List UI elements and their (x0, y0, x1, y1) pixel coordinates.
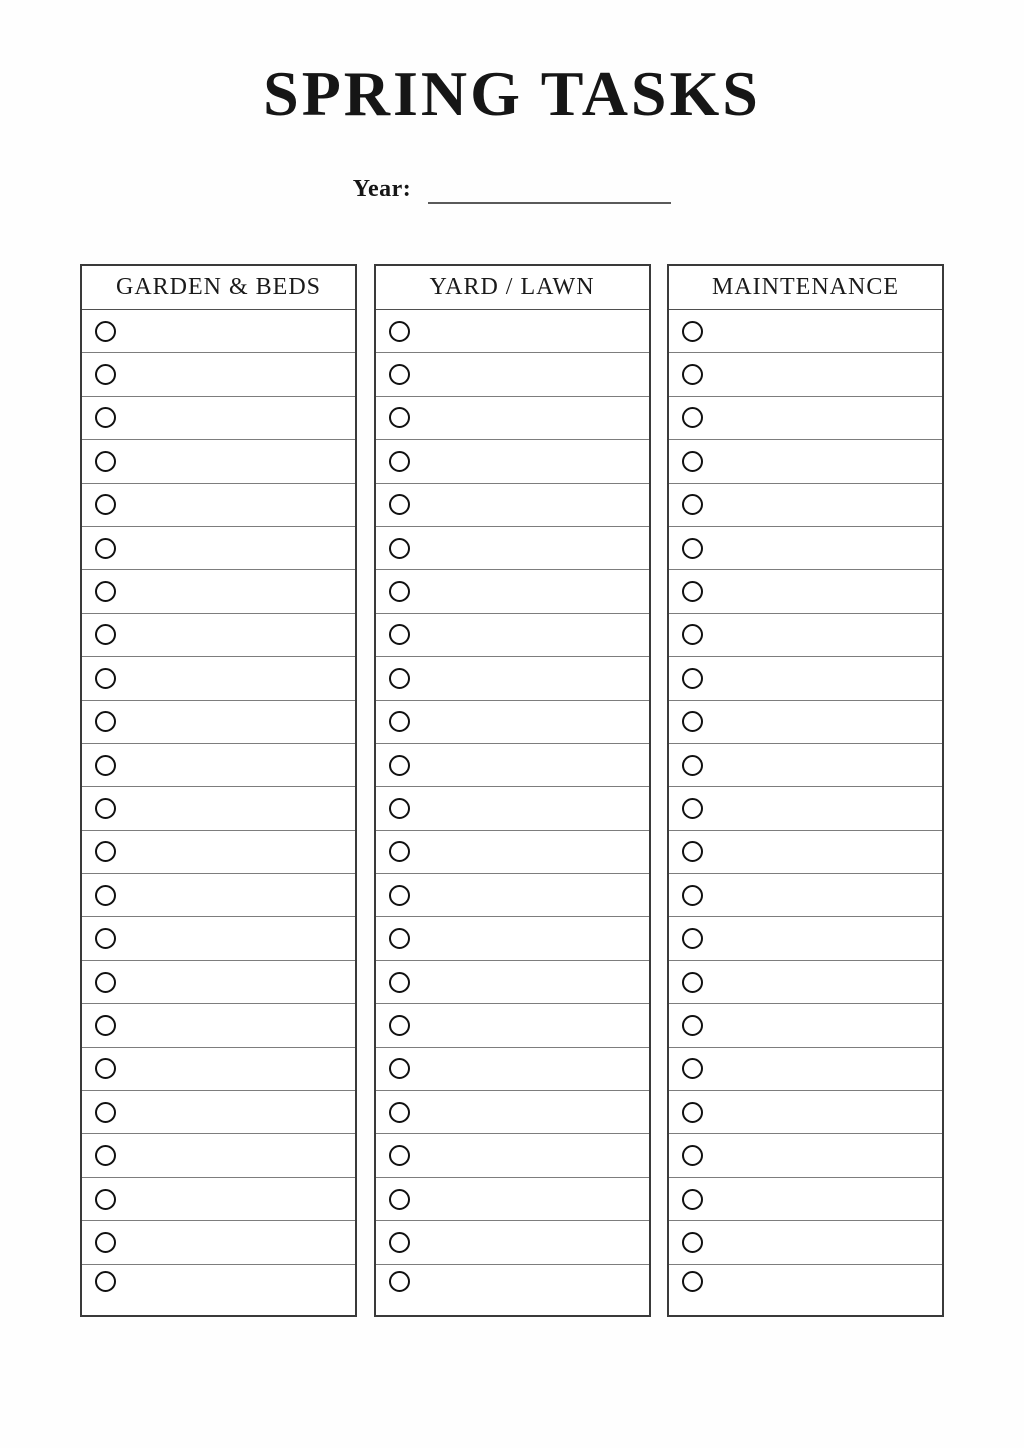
task-row (669, 353, 942, 396)
task-text-area[interactable] (116, 570, 355, 612)
task-columns (80, 264, 944, 1317)
task-row (669, 1091, 942, 1134)
circle-outline-icon[interactable] (389, 668, 410, 689)
task-row (376, 397, 649, 440)
task-column-yard-lawn (374, 264, 651, 1317)
task-row (376, 1134, 649, 1177)
task-text-area[interactable] (703, 961, 942, 1003)
circle-outline-icon[interactable] (682, 928, 703, 949)
task-row (82, 1265, 355, 1315)
task-text-area[interactable] (116, 961, 355, 1003)
circle-outline-icon[interactable] (389, 581, 410, 602)
task-row (82, 1004, 355, 1047)
task-text-area[interactable] (116, 1271, 355, 1315)
circle-outline-icon[interactable] (682, 755, 703, 776)
circle-outline-icon[interactable] (389, 972, 410, 993)
circle-outline-icon[interactable] (389, 451, 410, 472)
circle-outline-icon[interactable] (682, 1145, 703, 1166)
circle-outline-icon[interactable] (389, 755, 410, 776)
task-text-area[interactable] (703, 1221, 942, 1263)
circle-outline-icon[interactable] (389, 1232, 410, 1253)
task-text-area[interactable] (703, 744, 942, 786)
circle-outline-icon[interactable] (682, 364, 703, 385)
task-row (82, 397, 355, 440)
circle-outline-icon[interactable] (389, 321, 410, 342)
circle-outline-icon[interactable] (682, 1271, 703, 1292)
task-row (82, 701, 355, 744)
task-text-area[interactable] (116, 1048, 355, 1090)
task-text-area[interactable] (703, 527, 942, 569)
circle-outline-icon[interactable] (95, 711, 116, 732)
circle-outline-icon[interactable] (389, 928, 410, 949)
task-text-area[interactable] (116, 484, 355, 526)
circle-outline-icon[interactable] (389, 885, 410, 906)
task-row (376, 787, 649, 830)
task-text-area[interactable] (703, 701, 942, 743)
task-row (376, 744, 649, 787)
task-row (82, 874, 355, 917)
circle-outline-icon[interactable] (389, 407, 410, 428)
year-label: Year: (352, 176, 412, 202)
circle-outline-icon[interactable] (95, 364, 116, 385)
task-text-area[interactable] (703, 1134, 942, 1176)
circle-outline-icon[interactable] (95, 798, 116, 819)
circle-outline-icon[interactable] (682, 1102, 703, 1123)
circle-outline-icon[interactable] (682, 885, 703, 906)
task-text-area[interactable] (410, 874, 649, 916)
task-text-area[interactable] (703, 614, 942, 656)
task-row (82, 744, 355, 787)
task-row (669, 440, 942, 483)
task-row (376, 701, 649, 744)
task-row (376, 1265, 649, 1315)
task-text-area[interactable] (703, 787, 942, 829)
task-row (82, 831, 355, 874)
task-text-area[interactable] (703, 1271, 942, 1315)
task-row (376, 614, 649, 657)
task-text-area[interactable] (116, 527, 355, 569)
task-text-area[interactable] (703, 657, 942, 699)
task-text-area[interactable] (410, 1271, 649, 1315)
circle-outline-icon[interactable] (95, 885, 116, 906)
task-text-area[interactable] (410, 1134, 649, 1176)
column-header-yard-lawn: YARD / LAWN (376, 266, 649, 310)
circle-outline-icon[interactable] (95, 1189, 116, 1210)
circle-outline-icon[interactable] (95, 407, 116, 428)
circle-outline-icon[interactable] (95, 755, 116, 776)
task-text-area[interactable] (410, 1178, 649, 1220)
task-text-area[interactable] (116, 614, 355, 656)
year-input-line[interactable] (428, 176, 671, 204)
task-text-area[interactable] (116, 787, 355, 829)
task-text-area[interactable] (116, 1091, 355, 1133)
circle-outline-icon[interactable] (682, 1058, 703, 1079)
task-row (376, 1221, 649, 1264)
task-row (82, 1221, 355, 1264)
circle-outline-icon[interactable] (95, 451, 116, 472)
circle-outline-icon[interactable] (95, 928, 116, 949)
task-text-area[interactable] (116, 657, 355, 699)
task-row (82, 917, 355, 960)
task-text-area[interactable] (703, 484, 942, 526)
task-row (376, 310, 649, 353)
circle-outline-icon[interactable] (389, 1271, 410, 1292)
task-row (82, 1134, 355, 1177)
circle-outline-icon[interactable] (682, 1189, 703, 1210)
task-row (82, 657, 355, 700)
task-text-area[interactable] (116, 1134, 355, 1176)
task-row (376, 484, 649, 527)
year-row (0, 172, 1024, 204)
task-row (376, 874, 649, 917)
circle-outline-icon[interactable] (95, 1145, 116, 1166)
circle-outline-icon[interactable] (682, 1232, 703, 1253)
task-row (376, 440, 649, 483)
task-text-area[interactable] (116, 917, 355, 959)
task-row (376, 1004, 649, 1047)
task-text-area[interactable] (410, 310, 649, 352)
task-row (376, 527, 649, 570)
task-text-area[interactable] (703, 440, 942, 482)
circle-outline-icon[interactable] (682, 711, 703, 732)
task-row (82, 310, 355, 353)
task-row (82, 961, 355, 1004)
task-text-area[interactable] (410, 440, 649, 482)
task-text-area[interactable] (410, 353, 649, 395)
task-column-garden-beds (80, 264, 357, 1317)
task-row (82, 440, 355, 483)
circle-outline-icon[interactable] (389, 711, 410, 732)
task-text-area[interactable] (703, 831, 942, 873)
task-text-area[interactable] (410, 570, 649, 612)
task-text-area[interactable] (410, 1048, 649, 1090)
task-row (669, 961, 942, 1004)
circle-outline-icon[interactable] (682, 668, 703, 689)
task-row (669, 917, 942, 960)
task-text-area[interactable] (116, 701, 355, 743)
task-text-area[interactable] (703, 1091, 942, 1133)
circle-outline-icon[interactable] (95, 581, 116, 602)
circle-outline-icon[interactable] (682, 798, 703, 819)
task-text-area[interactable] (116, 744, 355, 786)
task-row (82, 787, 355, 830)
task-row (669, 397, 942, 440)
task-row (82, 614, 355, 657)
task-row (669, 614, 942, 657)
circle-outline-icon[interactable] (682, 972, 703, 993)
task-text-area[interactable] (410, 1004, 649, 1046)
circle-outline-icon[interactable] (682, 494, 703, 515)
circle-outline-icon[interactable] (682, 841, 703, 862)
task-text-area[interactable] (703, 1178, 942, 1220)
task-text-area[interactable] (703, 353, 942, 395)
task-row (669, 570, 942, 613)
task-row (82, 353, 355, 396)
task-text-area[interactable] (410, 787, 649, 829)
circle-outline-icon[interactable] (389, 364, 410, 385)
task-text-area[interactable] (116, 1004, 355, 1046)
task-text-area[interactable] (116, 874, 355, 916)
task-row (669, 831, 942, 874)
circle-outline-icon[interactable] (389, 494, 410, 515)
task-row (82, 1091, 355, 1134)
task-text-area[interactable] (116, 310, 355, 352)
task-text-area[interactable] (410, 657, 649, 699)
task-text-area[interactable] (410, 527, 649, 569)
task-row (376, 657, 649, 700)
circle-outline-icon[interactable] (682, 581, 703, 602)
task-text-area[interactable] (410, 744, 649, 786)
task-row (376, 961, 649, 1004)
task-row (669, 1048, 942, 1091)
column-header-maintenance: MAINTENANCE (669, 266, 942, 310)
task-row (669, 787, 942, 830)
circle-outline-icon[interactable] (95, 321, 116, 342)
task-row (376, 917, 649, 960)
task-text-area[interactable] (410, 397, 649, 439)
circle-outline-icon[interactable] (682, 407, 703, 428)
circle-outline-icon[interactable] (682, 538, 703, 559)
column-header-garden-beds: GARDEN & BEDS (82, 266, 355, 310)
task-text-area[interactable] (410, 961, 649, 1003)
circle-outline-icon[interactable] (389, 841, 410, 862)
circle-outline-icon[interactable] (389, 1058, 410, 1079)
circle-outline-icon[interactable] (95, 1232, 116, 1253)
task-text-area[interactable] (116, 397, 355, 439)
task-row (669, 484, 942, 527)
task-row (669, 701, 942, 744)
task-text-area[interactable] (410, 1091, 649, 1133)
task-text-area[interactable] (703, 1048, 942, 1090)
task-text-area[interactable] (116, 353, 355, 395)
task-column-maintenance (667, 264, 944, 1317)
task-row (669, 310, 942, 353)
task-row (669, 527, 942, 570)
circle-outline-icon[interactable] (95, 494, 116, 515)
circle-outline-icon[interactable] (95, 841, 116, 862)
task-row (82, 570, 355, 613)
task-row (669, 1265, 942, 1315)
circle-outline-icon[interactable] (682, 624, 703, 645)
task-text-area[interactable] (703, 1004, 942, 1046)
task-text-area[interactable] (703, 310, 942, 352)
circle-outline-icon[interactable] (389, 1189, 410, 1210)
task-row (669, 657, 942, 700)
task-text-area[interactable] (410, 917, 649, 959)
task-text-area[interactable] (410, 614, 649, 656)
task-row (669, 1004, 942, 1047)
task-row (82, 1048, 355, 1091)
task-row (376, 353, 649, 396)
task-row (82, 1178, 355, 1221)
task-text-area[interactable] (410, 484, 649, 526)
task-text-area[interactable] (410, 831, 649, 873)
task-row (669, 744, 942, 787)
task-row (669, 1221, 942, 1264)
task-row (376, 570, 649, 613)
task-text-area[interactable] (703, 874, 942, 916)
task-row (82, 484, 355, 527)
circle-outline-icon[interactable] (95, 624, 116, 645)
circle-outline-icon[interactable] (682, 321, 703, 342)
circle-outline-icon[interactable] (682, 451, 703, 472)
task-text-area[interactable] (410, 1221, 649, 1263)
task-text-area[interactable] (116, 1221, 355, 1263)
task-row (376, 1178, 649, 1221)
task-text-area[interactable] (703, 570, 942, 612)
task-row (669, 874, 942, 917)
circle-outline-icon[interactable] (389, 798, 410, 819)
page-title: SPRING TASKS (263, 58, 761, 129)
circle-outline-icon[interactable] (95, 1102, 116, 1123)
task-text-area[interactable] (116, 1178, 355, 1220)
circle-outline-icon[interactable] (95, 1058, 116, 1079)
task-text-area[interactable] (410, 701, 649, 743)
circle-outline-icon[interactable] (95, 668, 116, 689)
circle-outline-icon[interactable] (389, 1015, 410, 1036)
circle-outline-icon[interactable] (389, 538, 410, 559)
circle-outline-icon[interactable] (682, 1015, 703, 1036)
task-text-area[interactable] (703, 397, 942, 439)
task-row (376, 1091, 649, 1134)
circle-outline-icon[interactable] (95, 1271, 116, 1292)
task-row (669, 1178, 942, 1221)
circle-outline-icon[interactable] (389, 1102, 410, 1123)
circle-outline-icon[interactable] (389, 1145, 410, 1166)
task-row (669, 1134, 942, 1177)
circle-outline-icon[interactable] (95, 972, 116, 993)
task-text-area[interactable] (116, 831, 355, 873)
task-row (376, 831, 649, 874)
task-row (82, 527, 355, 570)
task-text-area[interactable] (703, 917, 942, 959)
circle-outline-icon[interactable] (95, 538, 116, 559)
circle-outline-icon[interactable] (95, 1015, 116, 1036)
task-row (376, 1048, 649, 1091)
task-text-area[interactable] (116, 440, 355, 482)
circle-outline-icon[interactable] (389, 624, 410, 645)
